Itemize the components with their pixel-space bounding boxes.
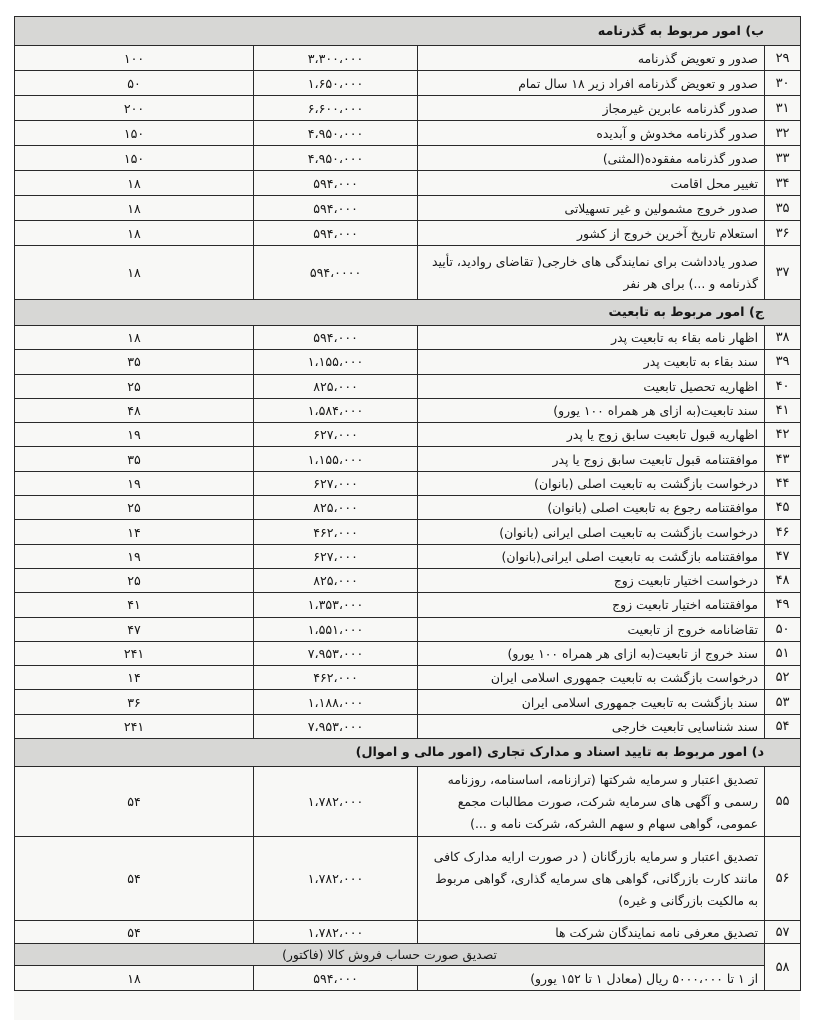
fee-currency: ۲۵ [15,496,254,520]
fee-currency: ۳۵ [15,350,254,374]
row-number: ۳۹ [765,350,801,374]
section-title: ب) امور مربوط به گذرنامه [15,17,801,46]
table-row [15,398,801,422]
fee-rial: ۱،۱۵۵،۰۰۰ [254,350,418,374]
table-row [15,837,801,921]
row-number: ۵۱ [765,641,801,665]
fee-currency: ۵۴ [15,767,254,837]
fee-currency: ۱۴ [15,666,254,690]
fee-rial: ۵۹۴،۰۰۰ [254,221,418,246]
service-description: صدور گذرنامه عابرین غیرمجاز [418,96,765,121]
fee-currency: ۱۵۰ [15,146,254,171]
section-title: د) امور مربوط به تایید اسناد و مدارک تجاری (امور مالی و اموال) [15,739,801,767]
row-number: ۴۰ [765,374,801,398]
service-description: موافقتنامه قبول تابعیت سابق زوج یا پدر [418,447,765,471]
row-number: ۳۴ [765,171,801,196]
table-row [15,350,801,374]
table-row [15,544,801,568]
fee-rial: ۴۶۲،۰۰۰ [254,666,418,690]
fee-currency: ۱۴ [15,520,254,544]
table-row [15,326,801,350]
row-number: ۳۷ [765,246,801,300]
service-description: درخواست بازگشت به تابعیت اصلی (بانوان) [418,471,765,495]
row-number: ۲۹ [765,46,801,71]
fee-rial: ۱،۱۸۸،۰۰۰ [254,690,418,714]
service-description: درخواست اختیار تابعیت زوج [418,568,765,592]
service-description: درخواست بازگشت به تابعیت جمهوری اسلامی ایران [418,666,765,690]
table-row [15,568,801,592]
row-number: ۵۸ [765,944,801,991]
service-description: تغییر محل اقامت [418,171,765,196]
fee-rial: ۶۲۷،۰۰۰ [254,544,418,568]
invoice-title: تصدیق صورت حساب فروش کالا (فاکتور) [15,944,765,966]
section-header-row [15,739,801,767]
fee-currency: ۴۸ [15,398,254,422]
service-description: سند بازگشت به تابعیت جمهوری اسلامی ایران [418,690,765,714]
fee-rial: ۱،۷۸۲،۰۰۰ [254,921,418,944]
row-number: ۵۰ [765,617,801,641]
fee-currency: ۲۴۱ [15,714,254,738]
table-row [15,520,801,544]
service-description: اظهار نامه بقاء به تابعیت پدر [418,326,765,350]
table-row [15,966,801,991]
service-description: تصدیق اعتبار و سرمایه شرکتها (ترازنامه، اساسنامه، روزنامه رسمی و آگهی های سرمایه شرکت، صورت مطالبات مجمع عمومی، گواهی سهام و سهم الشرکه، شرکت نامه و ...) [418,767,765,837]
row-number: ۴۵ [765,496,801,520]
fee-currency: ۲۴۱ [15,641,254,665]
fee-currency: ۵۴ [15,921,254,944]
fee-currency: ۱۸ [15,171,254,196]
fee-currency: ۱۵۰ [15,121,254,146]
row-number: ۴۸ [765,568,801,592]
table-row [15,641,801,665]
table-row [15,246,801,300]
fee-rial: ۱،۷۸۲،۰۰۰ [254,767,418,837]
fee-currency: ۱۸ [15,966,254,991]
row-number: ۳۳ [765,146,801,171]
table-row [15,496,801,520]
service-description: سند خروج از تابعیت(به ازای هر همراه ۱۰۰ یورو) [418,641,765,665]
service-description: سند شناسایی تابعیت خارجی [418,714,765,738]
fee-rial: ۶،۶۰۰،۰۰۰ [254,96,418,121]
fee-rial: ۴۶۲،۰۰۰ [254,520,418,544]
row-number: ۳۶ [765,221,801,246]
fee-currency: ۲۰۰ [15,96,254,121]
table-row [15,767,801,837]
fee-rial: ۵۹۴،۰۰۰ [254,196,418,221]
fee-rial: ۵۹۴،۰۰۰ [254,326,418,350]
fee-rial: ۷،۹۵۳،۰۰۰ [254,714,418,738]
fee-rial: ۸۲۵،۰۰۰ [254,568,418,592]
table-row [15,171,801,196]
fee-currency: ۱۸ [15,221,254,246]
fee-currency: ۱۰۰ [15,46,254,71]
fee-rial: ۱،۵۸۴،۰۰۰ [254,398,418,422]
service-description: موافقتنامه اختیار تابعیت زوج [418,593,765,617]
row-number: ۵۵ [765,767,801,837]
fee-currency: ۳۵ [15,447,254,471]
row-number: ۴۱ [765,398,801,422]
service-description: سند تابعیت(به ازای هر همراه ۱۰۰ یورو) [418,398,765,422]
fee-currency: ۱۹ [15,471,254,495]
table-row [15,690,801,714]
invoice-title-row [15,944,801,966]
service-description: صدور خروج مشمولین و غیر تسهیلاتی [418,196,765,221]
fee-rial: ۱،۱۵۵،۰۰۰ [254,447,418,471]
fee-currency: ۵۰ [15,71,254,96]
fee-currency: ۱۸ [15,326,254,350]
fee-rial: ۴،۹۵۰،۰۰۰ [254,121,418,146]
table-row [15,46,801,71]
row-number: ۴۶ [765,520,801,544]
service-description: موافقتنامه رجوع به تابعیت اصلی (بانوان) [418,496,765,520]
fee-rial: ۱،۶۵۰،۰۰۰ [254,71,418,96]
fee-rial: ۶۲۷،۰۰۰ [254,471,418,495]
service-description: تصدیق معرفی نامه نمایندگان شرکت ها [418,921,765,944]
fee-rial: ۵۹۴،۰۰۰ [254,171,418,196]
fee-currency: ۵۴ [15,837,254,921]
table-row [15,146,801,171]
row-number: ۴۹ [765,593,801,617]
fee-schedule-page [14,16,800,1020]
row-number: ۳۲ [765,121,801,146]
table-row [15,714,801,738]
service-description: صدور گذرنامه مفقوده(المثنی) [418,146,765,171]
fee-rial: ۳،۳۰۰،۰۰۰ [254,46,418,71]
section-title: ج) امور مربوط به تابعیت [15,300,801,326]
service-description: از ۱ تا ۵۰۰۰،۰۰۰ ریال (معادل ۱ تا ۱۵۲ یورو) [418,966,765,991]
service-description: درخواست بازگشت به تابعیت اصلی ایرانی (بانوان) [418,520,765,544]
table-row [15,921,801,944]
row-number: ۳۵ [765,196,801,221]
fee-currency: ۱۸ [15,196,254,221]
service-description: سند بقاء به تابعیت پدر [418,350,765,374]
fee-rial: ۱،۳۵۳،۰۰۰ [254,593,418,617]
table-row [15,617,801,641]
row-number: ۵۶ [765,837,801,921]
table-row [15,221,801,246]
fee-rial: ۱،۷۸۲،۰۰۰ [254,837,418,921]
service-description: صدور یادداشت برای نمایندگی های خارجی( تقاضای روادید، تأیید گذرنامه و ...) برای هر نفر [418,246,765,300]
table-row [15,121,801,146]
fee-currency: ۱۹ [15,544,254,568]
fee-rial: ۷،۹۵۳،۰۰۰ [254,641,418,665]
fee-rial: ۸۲۵،۰۰۰ [254,374,418,398]
fee-currency: ۳۶ [15,690,254,714]
row-number: ۳۸ [765,326,801,350]
row-number: ۵۳ [765,690,801,714]
table-row [15,471,801,495]
service-description: استعلام تاریخ آخرین خروج از کشور [418,221,765,246]
fee-rial: ۱،۵۵۱،۰۰۰ [254,617,418,641]
service-description: تقاضانامه خروج از تابعیت [418,617,765,641]
table-row [15,374,801,398]
fee-currency: ۲۵ [15,374,254,398]
section-header-row [15,17,801,46]
table-row [15,447,801,471]
fee-table [14,16,801,991]
service-description: صدور گذرنامه مخدوش و آبدیده [418,121,765,146]
fee-rial: ۶۲۷،۰۰۰ [254,423,418,447]
fee-rial: ۴،۹۵۰،۰۰۰ [254,146,418,171]
row-number: ۵۷ [765,921,801,944]
fee-rial: ۸۲۵،۰۰۰ [254,496,418,520]
fee-currency: ۱۸ [15,246,254,300]
row-number: ۳۰ [765,71,801,96]
service-description: موافقتنامه بازگشت به تابعیت اصلی ایرانی(بانوان) [418,544,765,568]
fee-currency: ۴۷ [15,617,254,641]
table-row [15,196,801,221]
table-row [15,666,801,690]
row-number: ۳۱ [765,96,801,121]
table-row [15,423,801,447]
fee-currency: ۱۹ [15,423,254,447]
row-number: ۴۷ [765,544,801,568]
table-row [15,96,801,121]
row-number: ۵۴ [765,714,801,738]
row-number: ۴۳ [765,447,801,471]
service-description: صدور و تعویض گذرنامه افراد زیر ۱۸ سال تمام [418,71,765,96]
row-number: ۴۲ [765,423,801,447]
fee-rial: ۵۹۴،۰۰۰ [254,966,418,991]
fee-currency: ۴۱ [15,593,254,617]
section-header-row [15,300,801,326]
service-description: اظهاریه قبول تابعیت سابق زوج یا پدر [418,423,765,447]
service-description: صدور و تعویض گذرنامه [418,46,765,71]
service-description: تصدیق اعتبار و سرمایه بازرگانان ( در صورت ارایه مدارک کافی مانند کارت بازرگانی، گواهی های سرمایه گذاری، گواهی مربوط به مالکیت بازرگانی و غیره) [418,837,765,921]
service-description: اظهاریه تحصیل تابعیت [418,374,765,398]
row-number: ۵۲ [765,666,801,690]
table-row [15,593,801,617]
row-number: ۴۴ [765,471,801,495]
table-row [15,71,801,96]
fee-rial: ۵۹۴،۰۰۰۰ [254,246,418,300]
fee-currency: ۲۵ [15,568,254,592]
